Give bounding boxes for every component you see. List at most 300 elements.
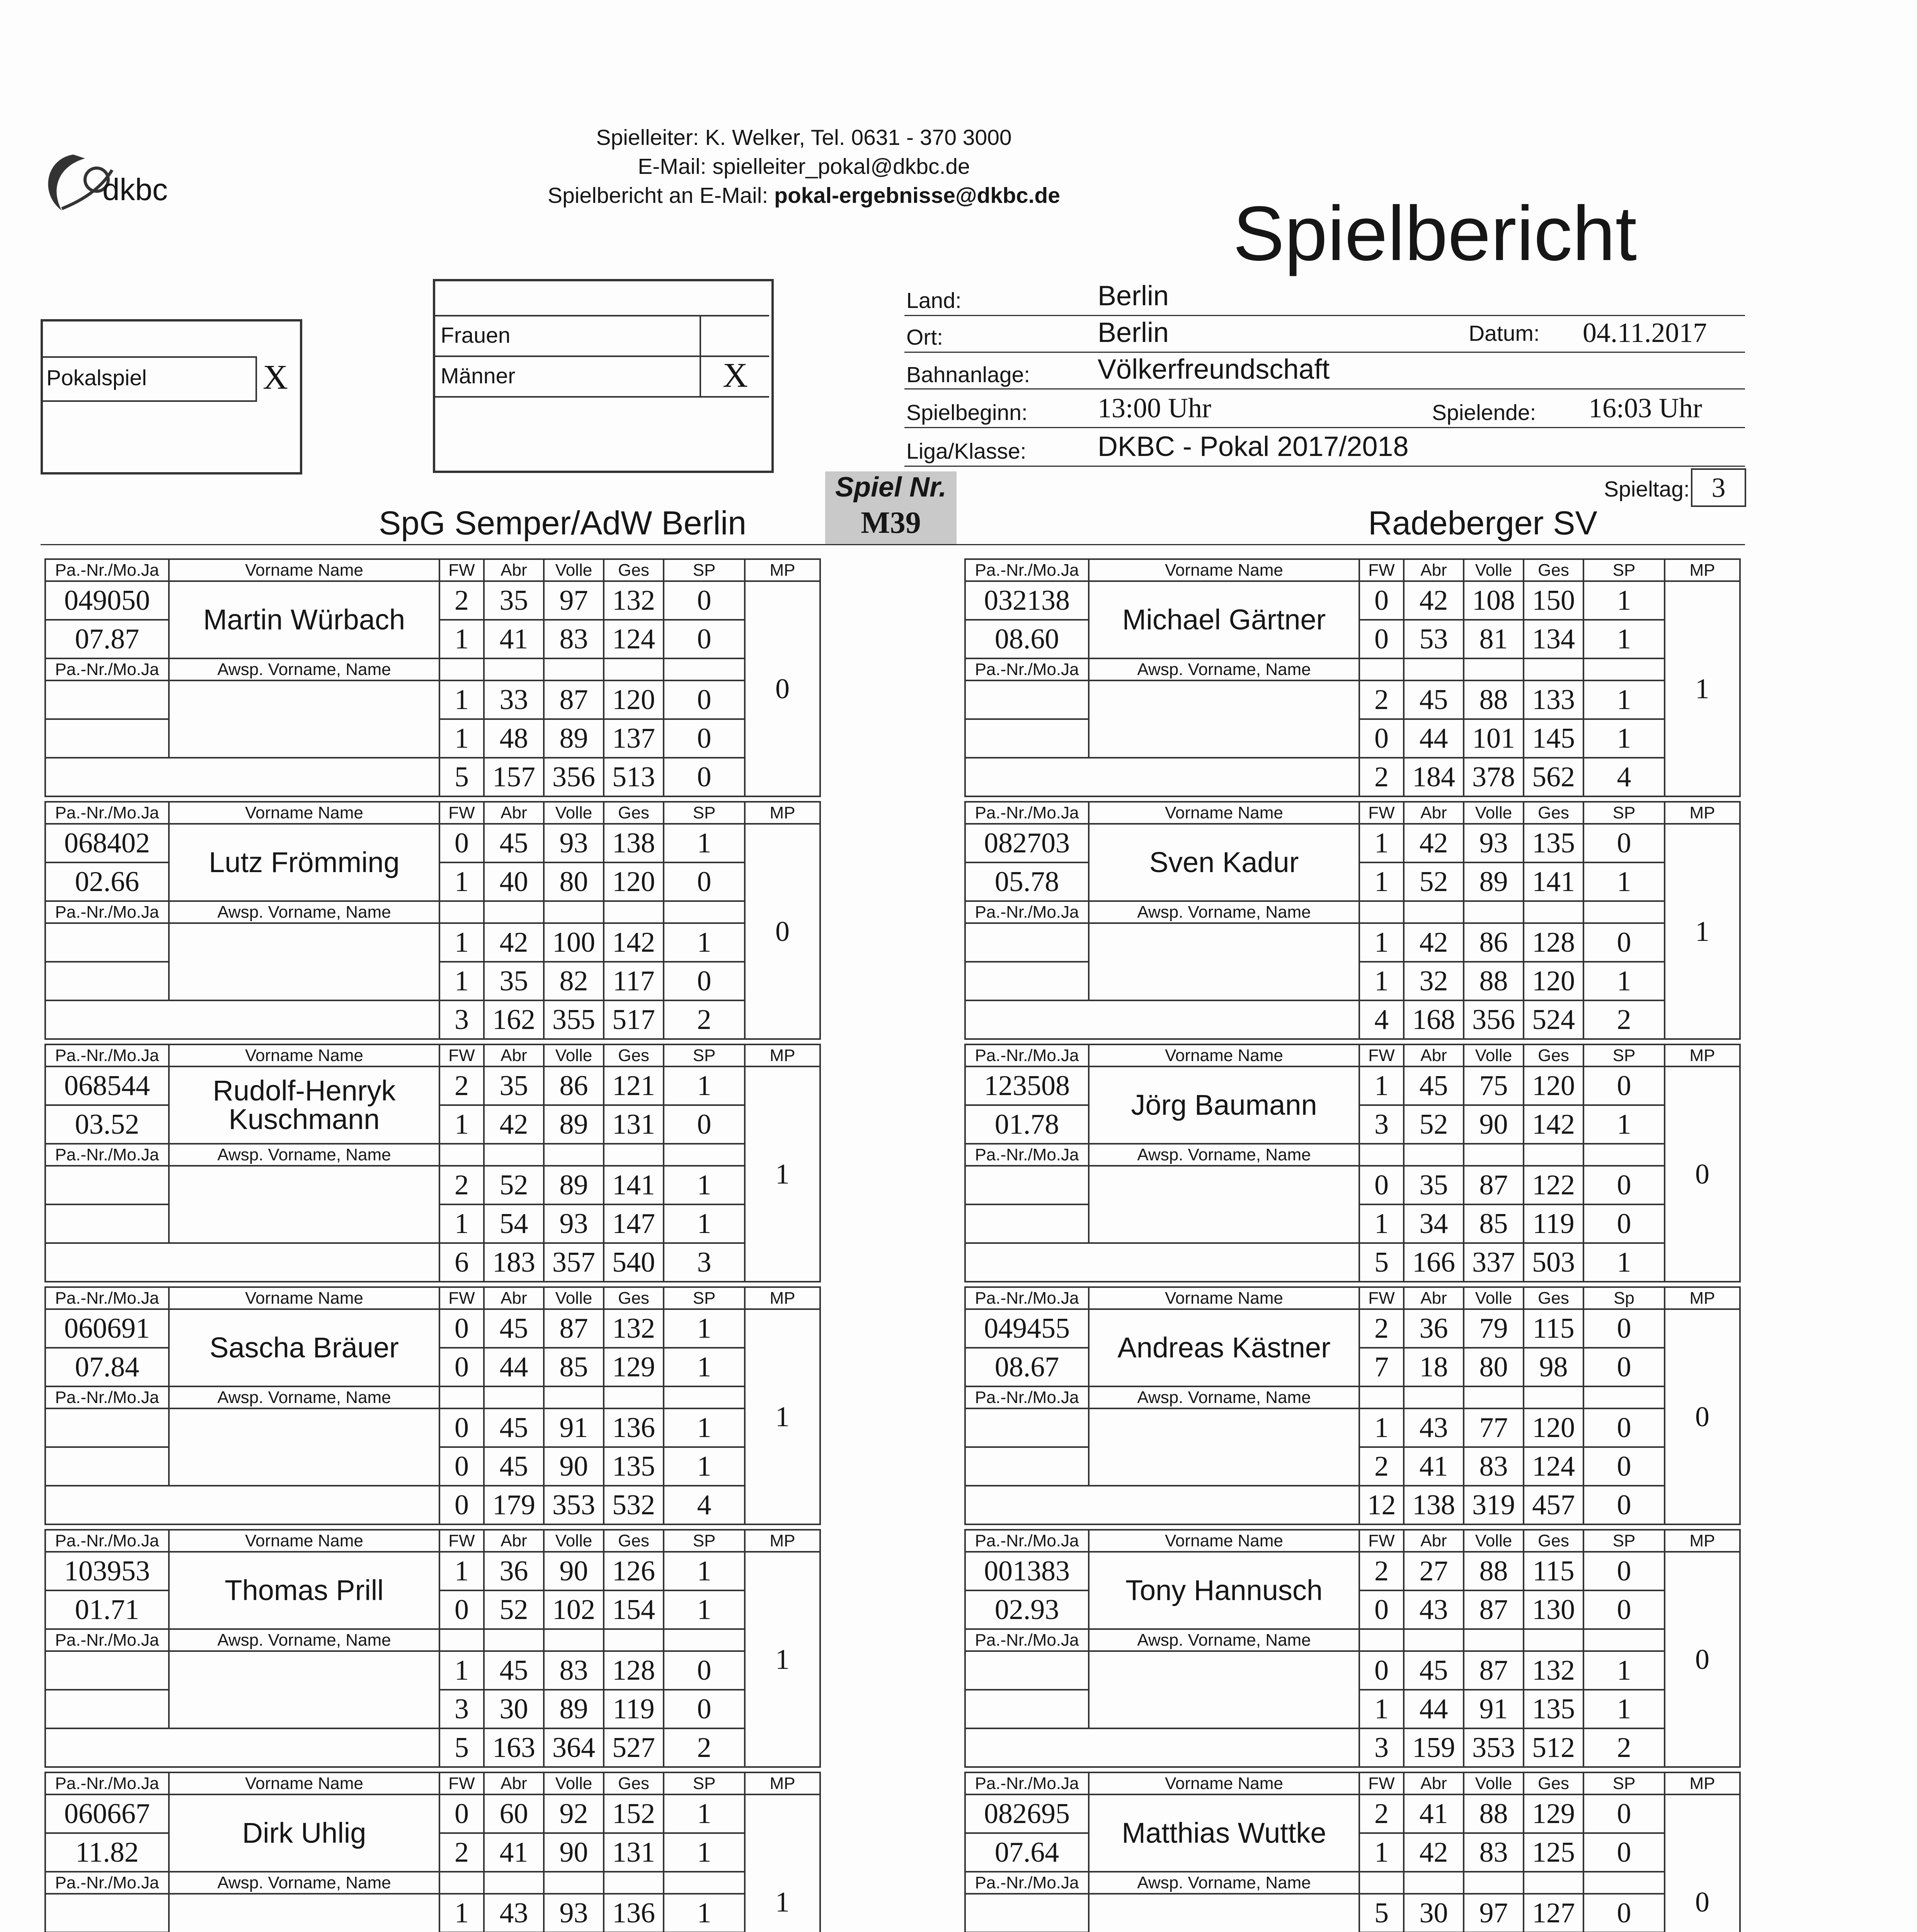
total-cell: 0 [1583,1486,1665,1524]
score-cell: 1 [1359,1690,1404,1728]
total-cell: 0 [664,758,745,796]
score-cell: 90 [544,1833,604,1872]
col-header-pid: Pa.-Nr./Mo.Ja [45,559,169,581]
pokalspiel-label: Pokalspiel [46,366,147,390]
score-cell: 0 [1359,719,1404,758]
awsp-name-header: Awsp. Vorname, Name [169,1872,439,1894]
awsp-pid [45,1894,169,1932]
datum-value: 04.11.2017 [1583,317,1707,348]
col-header-pid: Pa.-Nr./Mo.Ja [965,802,1089,824]
total-cell: 532 [604,1486,664,1524]
total-blank [45,1000,439,1039]
player-mp: 0 [1665,1552,1740,1767]
score-cell: 1 [1583,719,1665,758]
spielnr-label: Spiel Nr. [835,472,947,503]
col-header-sp: SP [664,1530,745,1552]
score-cell: 89 [544,1105,604,1144]
col-header-volle: Volle [1464,1772,1524,1794]
score-cell: 0 [439,1309,484,1348]
score-cell: 0 [1583,1894,1665,1932]
score-cell: 0 [1583,1066,1665,1105]
score-cell: 45 [1404,1066,1464,1105]
score-cell: 100 [544,923,604,962]
col-header-fw: FW [439,559,484,581]
player-birth: 05.78 [965,862,1089,901]
col-header-name: Vorname Name [1089,1772,1359,1794]
empty-cell [664,1872,745,1894]
col-header-name: Vorname Name [1089,1530,1359,1552]
total-cell: 353 [544,1486,604,1524]
score-cell: 52 [1404,1105,1464,1144]
awsp-pid-header: Pa.-Nr./Mo.Ja [45,901,169,923]
score-cell: 89 [1464,862,1524,901]
score-cell: 1 [664,1590,745,1629]
score-cell: 117 [604,962,664,1000]
empty-cell [1464,1629,1524,1651]
score-cell: 54 [484,1204,544,1243]
score-cell: 41 [484,620,544,658]
score-cell: 45 [484,1309,544,1348]
empty-cell [1404,1386,1464,1408]
score-cell: 43 [484,1894,544,1932]
col-header-sp: SP [664,802,745,824]
total-cell: 184 [1404,758,1464,796]
total-cell: 517 [604,1000,664,1039]
score-cell: 1 [1359,1204,1404,1243]
score-cell: 1 [439,1105,484,1144]
col-header-volle: Volle [1464,1287,1524,1309]
player-birth: 03.52 [45,1105,169,1144]
score-cell: 3 [439,1690,484,1728]
total-blank [45,1243,439,1282]
score-cell: 87 [1464,1590,1524,1629]
score-cell: 83 [1464,1447,1524,1486]
empty-cell [1359,1872,1404,1894]
total-blank [45,1728,439,1767]
maenner-label: Männer [441,364,516,388]
player-mp: 1 [745,1309,820,1524]
empty-cell [1359,658,1404,680]
total-cell: 162 [484,1000,544,1039]
empty-cell [1524,1144,1583,1166]
total-blank [965,1486,1359,1524]
score-cell: 34 [1404,1204,1464,1243]
awsp-name-header: Awsp. Vorname, Name [169,1386,439,1408]
player-birth: 07.64 [965,1833,1089,1872]
score-cell: 3 [1359,1105,1404,1144]
score-cell: 97 [1464,1894,1524,1932]
total-cell: 5 [439,758,484,796]
score-cell: 91 [1464,1690,1524,1728]
awsp-name [1089,1166,1359,1243]
total-cell: 1 [1583,1243,1665,1282]
col-header-sp: SP [664,1044,745,1066]
score-cell: 92 [544,1794,604,1833]
score-cell: 1 [1359,1408,1404,1447]
player-name-line1: Andreas Kästner [1117,1332,1331,1364]
player-number: 082695 [965,1794,1089,1833]
total-cell: 503 [1524,1243,1583,1282]
score-cell: 85 [544,1348,604,1386]
col-header-ges: Ges [604,559,664,581]
score-cell: 138 [604,824,664,862]
player-mp: 0 [1665,1309,1740,1524]
score-cell: 93 [544,1204,604,1243]
awsp-name [169,923,439,1000]
total-cell: 337 [1464,1243,1524,1282]
awsp-name [1089,1408,1359,1486]
score-cell: 0 [664,581,745,620]
empty-cell [1404,901,1464,923]
score-cell: 2 [1359,1309,1404,1348]
player-block [44,801,821,1040]
col-header-fw: FW [1359,802,1404,824]
score-cell: 86 [1464,923,1524,962]
player-name-line1: Lutz Frömming [209,846,400,878]
awsp-name [169,1651,439,1728]
bahn-value: Völkerfreundschaft [1098,354,1330,385]
score-cell: 44 [1404,719,1464,758]
empty-cell [484,901,544,923]
awsp-name [1089,1894,1359,1932]
total-cell: 179 [484,1486,544,1524]
player-name-line1: Martin Würbach [203,604,405,636]
score-cell: 98 [1524,1348,1583,1386]
col-header-name: Vorname Name [1089,559,1359,581]
col-header-pid: Pa.-Nr./Mo.Ja [45,1772,169,1794]
player-name-line1: Thomas Prill [225,1574,384,1606]
score-cell: 128 [604,1651,664,1690]
score-cell: 2 [439,581,484,620]
score-cell: 89 [544,719,604,758]
score-cell: 1 [439,620,484,658]
score-cell: 90 [1464,1105,1524,1144]
col-header-ges: Ges [1524,802,1583,824]
col-header-name: Vorname Name [169,559,439,581]
total-blank [965,1243,1359,1282]
score-cell: 0 [1359,1651,1404,1690]
player-block [44,1044,821,1282]
col-header-fw: FW [1359,1044,1404,1066]
score-cell: 40 [484,862,544,901]
score-cell: 1 [664,923,745,962]
awsp-name-header: Awsp. Vorname, Name [169,658,439,680]
score-cell: 89 [544,1690,604,1728]
score-cell: 108 [1464,581,1524,620]
score-cell: 1 [1583,620,1665,658]
score-cell: 42 [484,923,544,962]
empty-cell [1404,1629,1464,1651]
total-cell: 4 [1359,1000,1404,1039]
score-cell: 44 [1404,1690,1464,1728]
awsp-pid [965,680,1089,719]
player-birth: 11.82 [45,1833,169,1872]
awsp-pid [965,1408,1089,1447]
col-header-abr: Abr [484,559,544,581]
empty-cell [484,658,544,680]
score-cell: 85 [1464,1204,1524,1243]
col-header-mp: MP [1665,1772,1740,1794]
score-cell: 0 [1583,1590,1665,1629]
score-cell: 0 [664,1105,745,1144]
score-cell: 119 [1524,1204,1583,1243]
empty-cell [1583,1629,1665,1651]
col-header-mp: MP [745,802,820,824]
col-header-pid: Pa.-Nr./Mo.Ja [45,1287,169,1309]
total-blank [45,1486,439,1524]
empty-cell [1404,1872,1464,1894]
empty-cell [1359,901,1404,923]
total-blank [965,1728,1359,1767]
empty-cell [439,1629,484,1651]
col-header-volle: Volle [1464,559,1524,581]
total-cell: 562 [1524,758,1583,796]
col-header-mp: MP [1665,559,1740,581]
score-cell: 7 [1359,1348,1404,1386]
player-birth: 02.66 [45,862,169,901]
score-cell: 0 [664,719,745,758]
col-header-fw: FW [1359,1287,1404,1309]
score-cell: 102 [544,1590,604,1629]
awsp-pid [965,719,1089,758]
score-cell: 1 [1359,1833,1404,1872]
total-cell: 540 [604,1243,664,1282]
empty-cell [604,658,664,680]
score-cell: 135 [1524,824,1583,862]
total-cell: 512 [1524,1728,1583,1767]
score-cell: 131 [604,1105,664,1144]
awsp-pid-header: Pa.-Nr./Mo.Ja [45,1386,169,1408]
col-header-mp: MP [745,1287,820,1309]
score-cell: 90 [544,1447,604,1486]
home-team-name: SpG Semper/AdW Berlin [379,505,747,542]
score-cell: 2 [439,1066,484,1105]
report-email: pokal-ergebnisse@dkbc.de [774,183,1060,208]
score-cell: 0 [1583,1794,1665,1833]
score-cell: 2 [1359,680,1404,719]
score-cell: 30 [484,1690,544,1728]
col-header-sp: SP [664,559,745,581]
score-cell: 0 [1583,1408,1665,1447]
player-name-line1: Sascha Bräuer [209,1332,399,1364]
empty-cell [1524,1872,1583,1894]
empty-cell [544,901,604,923]
ende-value: 16:03 Uhr [1588,393,1702,423]
awsp-name-header: Awsp. Vorname, Name [1089,1872,1359,1894]
player-number: 082703 [965,824,1089,862]
player-name-line1: Tony Hannusch [1125,1574,1323,1606]
col-header-fw: FW [439,802,484,824]
player-name [169,1794,439,1872]
awsp-pid [965,1651,1089,1690]
score-cell: 0 [1583,1166,1665,1204]
score-cell: 132 [1524,1651,1583,1690]
col-header-pid: Pa.-Nr./Mo.Ja [965,1287,1089,1309]
player-birth: 02.93 [965,1590,1089,1629]
col-header-name: Vorname Name [1089,802,1359,824]
awsp-pid-header: Pa.-Nr./Mo.Ja [965,901,1089,923]
score-cell: 152 [604,1794,664,1833]
score-cell: 120 [1524,1066,1583,1105]
player-number: 103953 [45,1552,169,1590]
col-header-sp: Sp [1583,1287,1665,1309]
player-name [1089,1309,1359,1386]
total-cell: 168 [1404,1000,1464,1039]
total-cell: 2 [1583,1000,1665,1039]
player-name-line2: Kuschmann [228,1103,380,1135]
score-cell: 136 [604,1408,664,1447]
col-header-volle: Volle [544,802,604,824]
score-cell: 32 [1404,962,1464,1000]
col-header-pid: Pa.-Nr./Mo.Ja [965,559,1089,581]
score-cell: 27 [1404,1552,1464,1590]
spielnr-value: M39 [861,506,921,540]
score-cell: 45 [1404,680,1464,719]
score-cell: 1 [664,1833,745,1872]
empty-cell [544,1872,604,1894]
score-cell: 77 [1464,1408,1524,1447]
col-header-abr: Abr [1404,559,1464,581]
col-header-mp: MP [1665,1287,1740,1309]
col-header-volle: Volle [1464,1530,1524,1552]
col-header-volle: Volle [544,1530,604,1552]
col-header-volle: Volle [1464,1044,1524,1066]
col-header-abr: Abr [1404,1530,1464,1552]
empty-cell [1404,658,1464,680]
empty-cell [604,1144,664,1166]
total-cell: 356 [1464,1000,1524,1039]
player-number: 032138 [965,581,1089,620]
score-cell: 83 [544,620,604,658]
score-cell: 1 [439,1204,484,1243]
player-block [964,1529,1741,1768]
score-cell: 115 [1524,1309,1583,1348]
beginn-value: 13:00 Uhr [1098,393,1211,423]
col-header-ges: Ges [1524,1044,1583,1066]
col-header-fw: FW [1359,559,1404,581]
score-cell: 0 [1583,1552,1665,1590]
score-cell: 30 [1404,1894,1464,1932]
empty-cell [1583,1872,1665,1894]
col-header-ges: Ges [604,1287,664,1309]
empty-cell [1464,1144,1524,1166]
col-header-volle: Volle [544,1287,604,1309]
awsp-pid [45,1408,169,1447]
score-cell: 42 [1404,581,1464,620]
player-mp: 1 [1665,824,1740,1039]
awsp-name-header: Awsp. Vorname, Name [1089,1386,1359,1408]
score-cell: 87 [1464,1166,1524,1204]
col-header-pid: Pa.-Nr./Mo.Ja [965,1772,1089,1794]
ende-label: Spielende: [1432,400,1536,425]
score-cell: 2 [1359,1447,1404,1486]
score-cell: 0 [1583,1348,1665,1386]
total-cell: 356 [544,758,604,796]
empty-cell [439,1872,484,1894]
total-cell: 353 [1464,1728,1524,1767]
total-cell: 2 [664,1000,745,1039]
score-cell: 1 [664,1309,745,1348]
awsp-name-header: Awsp. Vorname, Name [1089,901,1359,923]
score-cell: 83 [1464,1833,1524,1872]
score-cell: 88 [1464,1794,1524,1833]
score-cell: 0 [1359,1590,1404,1629]
col-header-mp: MP [745,1044,820,1066]
score-cell: 137 [604,719,664,758]
player-birth: 01.71 [45,1590,169,1629]
player-name [1089,581,1359,658]
empty-cell [1524,1386,1583,1408]
score-cell: 1 [1359,962,1404,1000]
col-header-pid: Pa.-Nr./Mo.Ja [45,1530,169,1552]
empty-cell [484,1386,544,1408]
empty-cell [544,1386,604,1408]
player-number: 001383 [965,1552,1089,1590]
score-cell: 87 [544,680,604,719]
score-cell: 89 [544,1166,604,1204]
empty-cell [1464,658,1524,680]
total-cell: 457 [1524,1486,1583,1524]
header-line-3: Spielbericht an E-Mail: pokal-ergebnisse@dkbc.de [548,183,1060,208]
col-header-abr: Abr [484,1044,544,1066]
empty-cell [484,1872,544,1894]
col-header-mp: MP [1665,1044,1740,1066]
player-birth: 01.78 [965,1105,1089,1144]
player-name-line1: Rudolf-Henryk [213,1075,396,1107]
total-cell: 524 [1524,1000,1583,1039]
col-header-abr: Abr [484,802,544,824]
total-blank [45,758,439,796]
col-header-name: Vorname Name [169,1772,439,1794]
guest-team-name: Radeberger SV [1368,505,1597,542]
score-cell: 142 [1524,1105,1583,1144]
empty-cell [1359,1629,1404,1651]
col-header-abr: Abr [1404,1044,1464,1066]
score-cell: 135 [1524,1690,1583,1728]
player-mp: 0 [1665,1066,1740,1282]
score-cell: 83 [544,1651,604,1690]
awsp-name-header: Awsp. Vorname, Name [169,901,439,923]
score-cell: 87 [1464,1651,1524,1690]
empty-cell [1464,901,1524,923]
col-header-ges: Ges [1524,1287,1583,1309]
col-header-fw: FW [439,1530,484,1552]
total-cell: 0 [439,1486,484,1524]
empty-cell [544,658,604,680]
score-cell: 45 [484,824,544,862]
score-cell: 129 [1524,1794,1583,1833]
player-name [169,1552,439,1629]
col-header-ges: Ges [1524,559,1583,581]
score-cell: 1 [439,680,484,719]
player-mp: 0 [745,824,820,1039]
score-cell: 35 [484,581,544,620]
total-cell: 4 [1583,758,1665,796]
score-cell: 127 [1524,1894,1583,1932]
score-cell: 1 [1583,1690,1665,1728]
awsp-pid [965,962,1089,1000]
awsp-pid-header: Pa.-Nr./Mo.Ja [965,1386,1089,1408]
score-cell: 1 [1359,1066,1404,1105]
player-name-line1: Michael Gärtner [1122,604,1326,636]
col-header-volle: Volle [544,1044,604,1066]
score-cell: 1 [1583,1105,1665,1144]
score-cell: 1 [664,1894,745,1932]
player-number: 049050 [45,581,169,620]
score-cell: 0 [664,862,745,901]
total-cell: 319 [1464,1486,1524,1524]
empty-cell [439,1144,484,1166]
